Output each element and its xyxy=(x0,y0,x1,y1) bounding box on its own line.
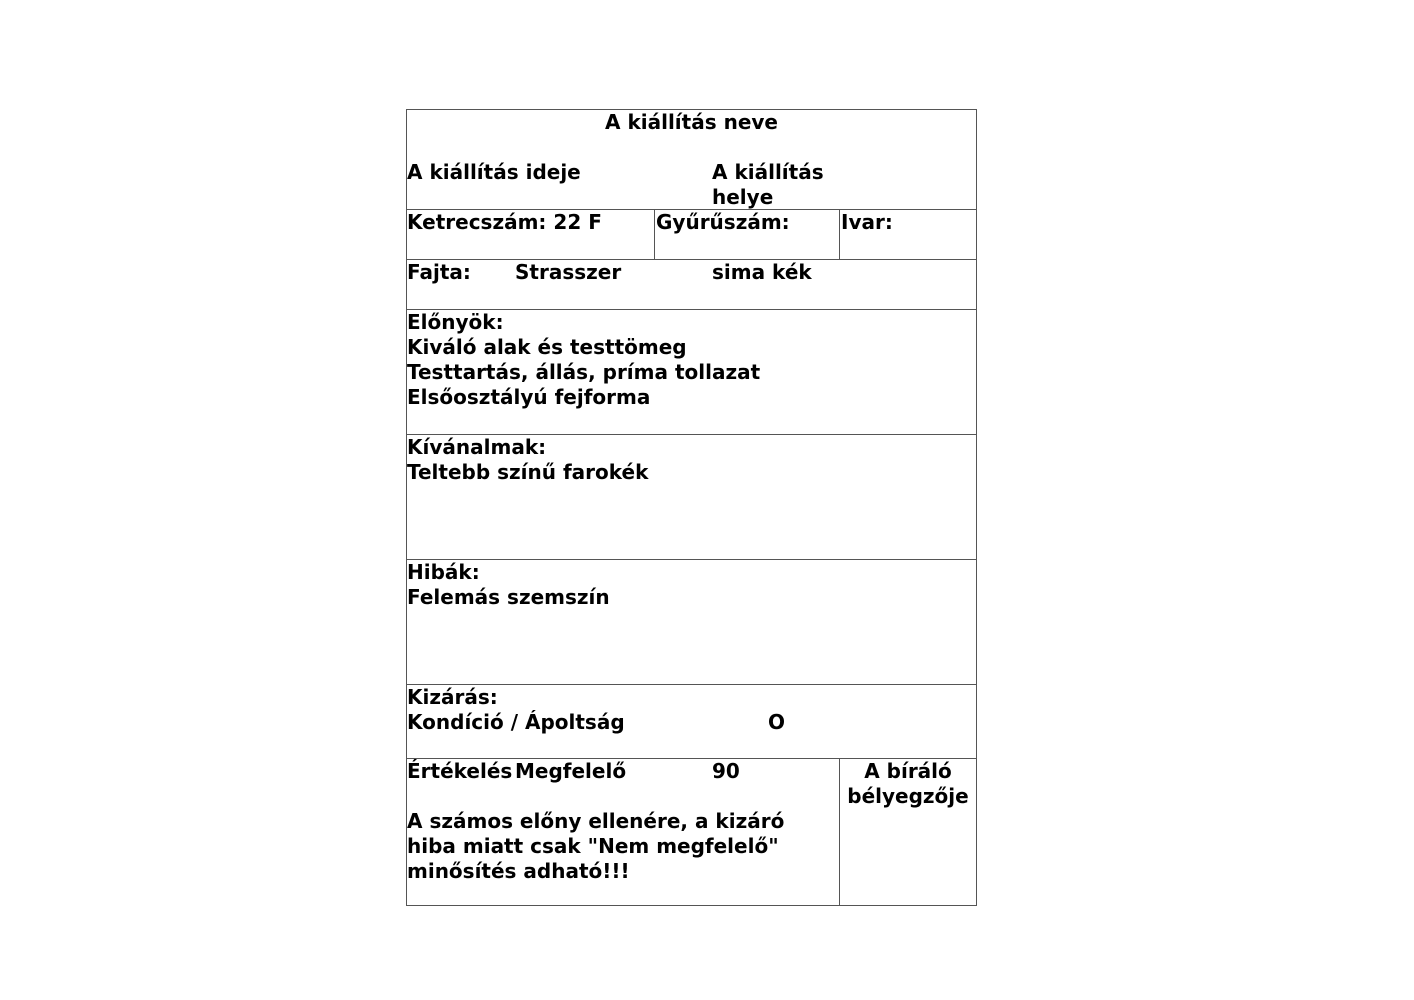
list-item: Kiváló alak és testtömeg xyxy=(407,335,687,359)
evaluation-grade: Megfelelő xyxy=(515,759,627,783)
breed-color: sima kék xyxy=(712,260,812,284)
exhibition-date-label: A kiállítás ideje xyxy=(407,160,581,184)
list-item: Testtartás, állás, príma tollazat xyxy=(407,360,761,384)
sex-label: Ivar: xyxy=(841,210,893,234)
ids-row xyxy=(407,210,976,260)
exhibition-name-label: A kiállítás neve xyxy=(605,110,778,134)
evaluation-note xyxy=(407,809,784,884)
wishes-label: Kívánalmak: xyxy=(407,435,547,459)
breed-name: Strasszer xyxy=(515,260,622,284)
evaluation-label: Értékelés xyxy=(407,759,513,783)
wishes-block xyxy=(407,435,648,485)
note-line: minősítés adható!!! xyxy=(407,859,630,883)
faults-row xyxy=(407,560,976,685)
exclusion-label: Kizárás: xyxy=(407,685,498,709)
list-item: Elsőosztályú fejforma xyxy=(407,385,651,409)
list-item: Felemás szemszín xyxy=(407,585,610,609)
faults-block xyxy=(407,560,610,610)
judge-stamp-label-line1: A bíráló xyxy=(864,759,952,783)
evaluation-score: 90 xyxy=(712,759,740,783)
ring-number-label: Gyűrűszám: xyxy=(656,210,790,234)
exhibition-place-label-line2: helye xyxy=(712,185,774,209)
cage-number: Ketrecszám: 22 F xyxy=(407,210,602,234)
judge-stamp-label-line2: bélyegzője xyxy=(847,784,969,808)
advantages-row xyxy=(407,310,976,435)
exclusion-row xyxy=(407,685,976,759)
advantages-label: Előnyök: xyxy=(407,310,504,334)
divider xyxy=(839,210,840,259)
wishes-row xyxy=(407,435,976,560)
breed-label: Fajta: xyxy=(407,260,471,284)
advantages-block xyxy=(407,310,760,410)
exclusion-mark: O xyxy=(768,710,786,734)
breed-row xyxy=(407,260,976,310)
note-line: hiba miatt csak "Nem megfelelő" xyxy=(407,834,779,858)
header-row xyxy=(407,110,976,210)
faults-label: Hibák: xyxy=(407,560,480,584)
note-line: A számos előny ellenére, a kizáró xyxy=(407,809,785,833)
list-item: Teltebb színű farokék xyxy=(407,460,649,484)
evaluation-card xyxy=(406,109,977,906)
evaluation-row xyxy=(407,759,976,905)
exclusion-item: Kondíció / Ápoltság xyxy=(407,710,625,734)
exhibition-place-label-line1: A kiállítás xyxy=(712,160,824,184)
divider xyxy=(654,210,655,259)
